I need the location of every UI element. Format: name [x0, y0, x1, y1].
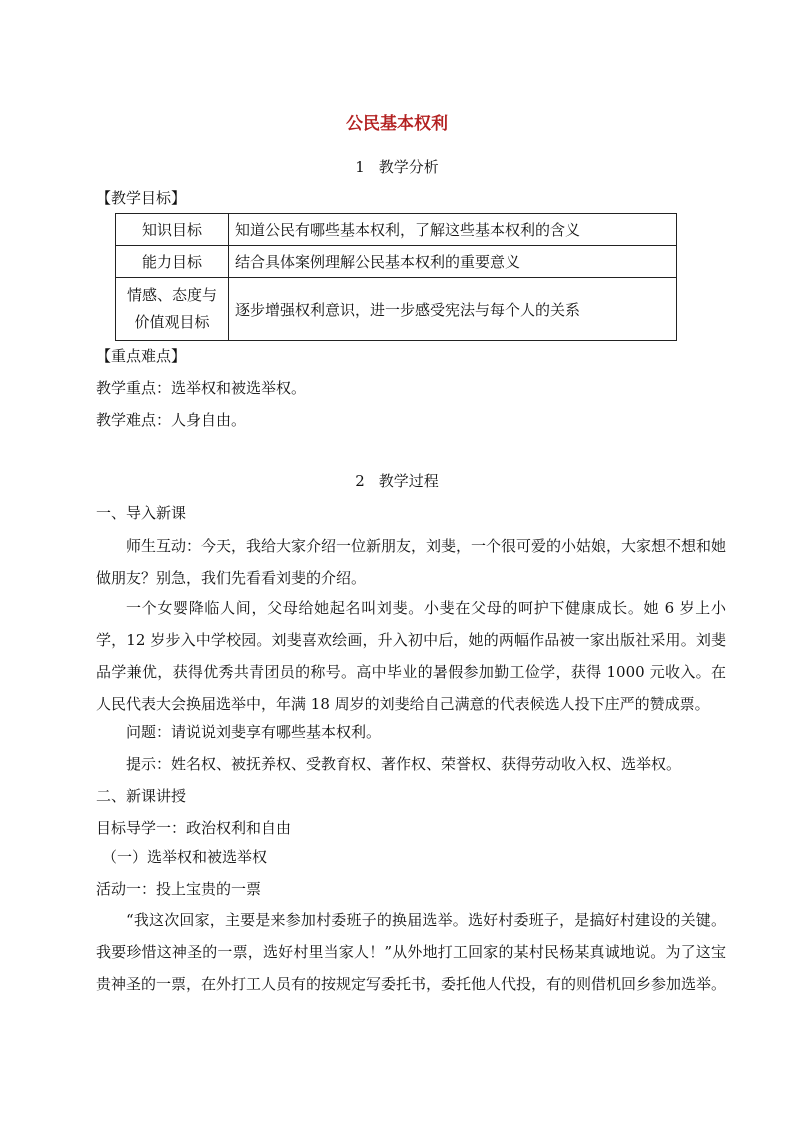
sub-heading: （一）选举权和被选举权: [102, 848, 268, 866]
story-paragraph: 一个女婴降临人间，父母给她起名叫刘斐。小斐在父母的呵护下健康成长。她 6 岁上小学，12 岁步入中学校园。刘斐喜欢绘画，升入初中后，她的两幅作品被一家出版社采用。刘斐品学兼优，获得优秀共青团员的称号。高中毕业的暑假参加勤工俭学，获得 1000 元收入。在人民代表大会换届选举中，年满 18 周岁的刘斐给自己满意的代表候选人投下庄严的赞成票。: [96, 599, 726, 713]
goals-heading: 【教学目标】: [96, 189, 187, 207]
table-row: [116, 246, 677, 278]
document-title: 公民基本权利: [346, 114, 448, 134]
section-2-number: 2: [355, 472, 365, 490]
table-row: [116, 214, 677, 246]
keypoints-heading: 【重点难点】: [96, 347, 187, 365]
activity-paragraph: “我这次回家，主要是来参加村委班子的换届选举。选好村委班子，是搞好村建设的关键。我要珍惜这神圣的一票，选好村里当家人！”从外地打工回家的某村民杨某真诚地说。为了这宝贵神圣的一票，在外打工人员有的按规定写委托书，委托他人代投，有的则借机回乡参加选举。: [96, 911, 727, 993]
part-2-heading: 二、新课讲授: [96, 787, 187, 805]
section-1-title: 教学分析: [378, 158, 439, 176]
goal-label-emotion-line1: 情感、态度与: [126, 286, 217, 304]
question-paragraph: 问题：请说说刘斐享有哪些基本权利。: [126, 723, 382, 741]
activity-heading: 活动一：投上宝贵的一票: [96, 880, 262, 898]
goal-text-ability: 结合具体案例理解公民基本权利的重要意义: [229, 246, 677, 278]
hint-paragraph: 提示：姓名权、被抚养权、受教育权、著作权、荣誉权、获得劳动收入权、选举权。: [126, 755, 682, 773]
teaching-goals-table: [115, 213, 677, 341]
goal-label-knowledge: 知识目标: [116, 214, 229, 246]
goal-label-emotion: [116, 278, 229, 341]
goal-text-knowledge: 知道公民有哪些基本权利，了解这些基本权利的含义: [229, 214, 677, 246]
section-1-number: 1: [355, 158, 365, 176]
difficulty-point: 教学难点：人身自由。: [96, 411, 247, 429]
goal-guide-heading: 目标导学一：政治权利和自由: [96, 819, 292, 837]
table-row: [116, 278, 677, 341]
goal-label-emotion-line2: 价值观目标: [134, 313, 210, 331]
interaction-paragraph: 师生互动：今天，我给大家介绍一位新朋友，刘斐，一个很可爱的小姑娘，大家想不想和她做朋友？别急，我们先看看刘斐的介绍。: [96, 537, 727, 587]
goal-text-emotion: 逐步增强权利意识，进一步感受宪法与每个人的关系: [229, 278, 677, 341]
part-1-heading: 一、导入新课: [96, 504, 187, 522]
key-point: 教学重点：选举权和被选举权。: [96, 379, 307, 397]
section-1-heading: [0, 157, 794, 177]
section-2-title: 教学过程: [378, 472, 439, 490]
section-2-heading: [0, 471, 794, 491]
goal-label-ability: 能力目标: [116, 246, 229, 278]
